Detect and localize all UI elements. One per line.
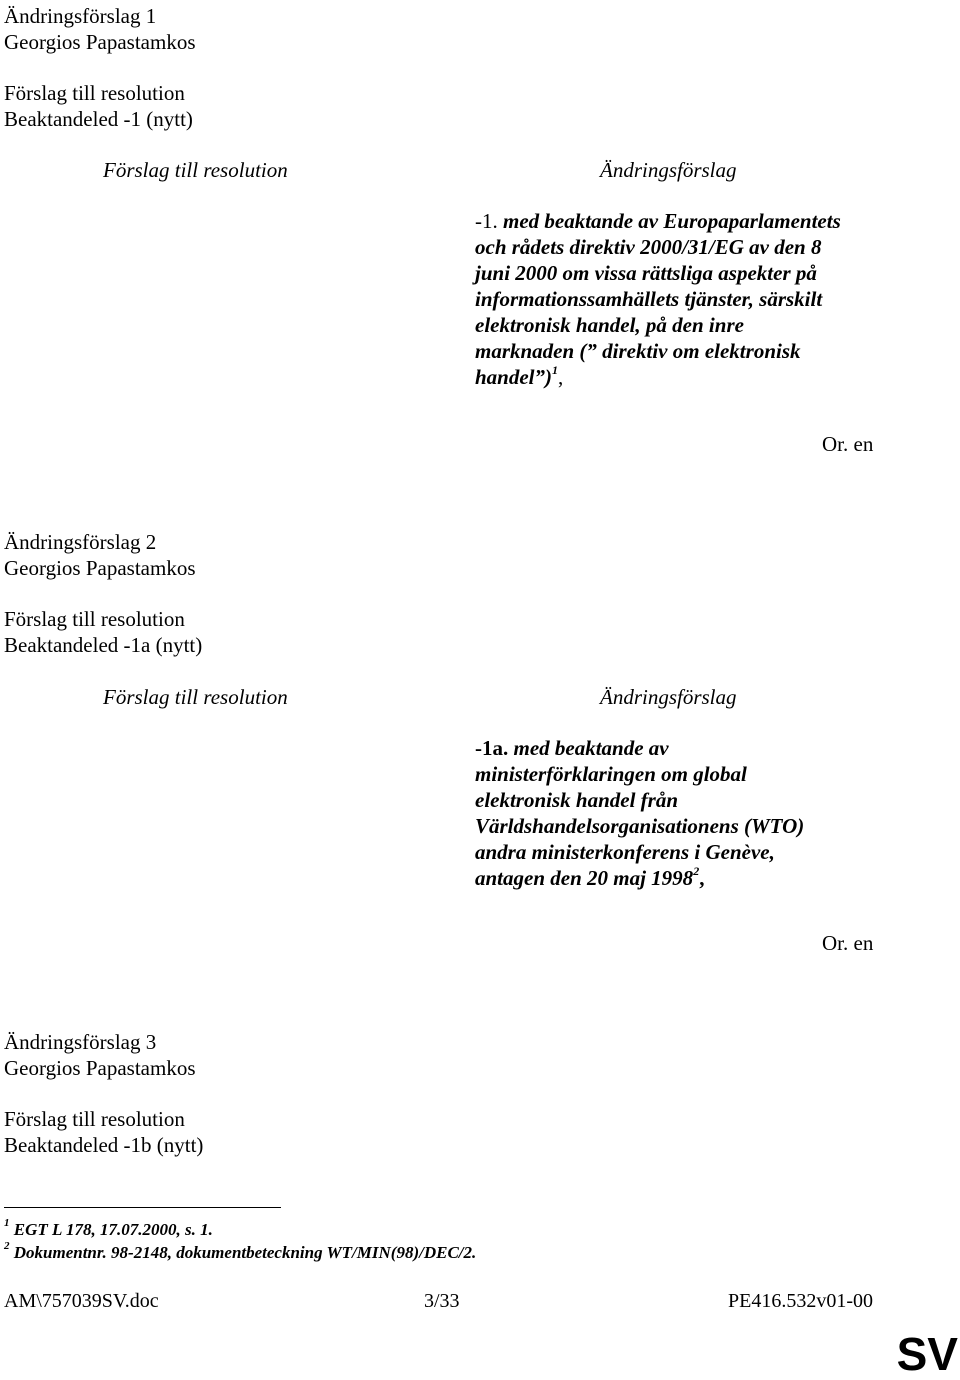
amendment-1-line: och rådets direktiv 2000/31/EG av den 8 <box>475 235 822 259</box>
amendment-2-author: Georgios Papastamkos <box>4 556 196 580</box>
amendment-1-col-left: Förslag till resolution <box>103 158 288 182</box>
amendment-2-doc: Förslag till resolution <box>4 607 185 631</box>
footnote-1-text: EGT L 178, 17.07.2000, s. 1. <box>13 1220 213 1239</box>
amendment-2-line: Världshandelsorganisationens (WTO) <box>475 814 805 838</box>
amendment-1-text: -1. med beaktande av Europaparlamentets och rådets direktiv 2000/31/EG av den 8 juni 2000 om vissa rättsliga aspekter på informationssamhällets tjänster, särskilt elektronisk handel, på den inre marknaden (” direktiv om elektronisk handel”)$^1$, <box>475 209 841 389</box>
amendment-1-line: handel”) <box>475 365 553 389</box>
amendment-1-col-right: Ändringsförslag <box>600 158 737 182</box>
amendment-1-author: Georgios Papastamkos <box>4 30 196 54</box>
amendment-2-line: med beaktande av <box>513 736 669 760</box>
amendment-1-line: elektronisk handel, på den inre <box>475 313 744 337</box>
amendment-2-tail: , <box>699 866 705 890</box>
amendment-3-doc: Förslag till resolution <box>4 1107 185 1131</box>
amendment-2-line: ministerförklaringen om global <box>475 762 747 786</box>
amendment-1-title: Ändringsförslag 1 <box>4 4 157 28</box>
footnote-2-text: Dokumentnr. 98-2148, dokumentbeteckning WT/MIN(98)/DEC/2. <box>13 1243 477 1262</box>
footer-page-number: 3/33 <box>424 1290 460 1312</box>
amendment-2-line: andra ministerkonferens i Genève, <box>475 840 775 864</box>
amendment-1-line: marknaden (” direktiv om elektronisk <box>475 339 801 363</box>
amendment-2-title: Ändringsförslag 2 <box>4 530 157 554</box>
footnote-1 <box>4 1217 213 1240</box>
amendment-3-ref: Beaktandeled -1b (nytt) <box>4 1133 204 1157</box>
amendment-1-line: juni 2000 om vissa rättsliga aspekter på <box>475 261 817 285</box>
language-code: SV <box>896 1328 958 1380</box>
amendment-1-doc: Förslag till resolution <box>4 81 185 105</box>
footnote-ref-1[interactable]: 1 <box>552 363 559 377</box>
footnote-1-number: 1 <box>4 1217 10 1230</box>
amendment-2-origin: Or. en <box>822 931 874 955</box>
amendment-2-line: antagen den 20 maj 1998 <box>475 866 694 890</box>
footer-doc-ref: AM\757039SV.doc <box>4 1290 159 1312</box>
footnote-2-number: 2 <box>4 1240 10 1253</box>
amendment-1-line: informationssamhällets tjänster, särskilt <box>475 287 823 311</box>
amendment-2-col-left: Förslag till resolution <box>103 685 288 709</box>
footer-pe-ref: PE416.532v01-00 <box>728 1290 873 1312</box>
footnote-separator <box>4 1207 281 1208</box>
amendment-1-tail: , <box>558 365 564 389</box>
amendment-1-ref: Beaktandeled -1 (nytt) <box>4 107 193 131</box>
footnote-2 <box>4 1240 477 1263</box>
amendment-2-ref: Beaktandeled -1a (nytt) <box>4 633 203 657</box>
amendment-3-author: Georgios Papastamkos <box>4 1056 196 1080</box>
amendment-1-line: med beaktande av Europaparlamentets <box>503 209 841 233</box>
amendment-3-title: Ändringsförslag 3 <box>4 1030 157 1054</box>
footnote-ref-2[interactable]: 2 <box>693 864 700 878</box>
amendment-1-origin: Or. en <box>822 432 874 456</box>
amendment-2-line: elektronisk handel från <box>475 788 679 812</box>
amendment-2-col-right: Ändringsförslag <box>600 685 737 709</box>
amendment-2-text: -1a. med beaktande av ministerförklaringen om global elektronisk handel från Världshandelsorganisationens (WTO) andra ministerkonferens i Genève, antagen den 20 maj 1998$^2$, <box>475 736 805 890</box>
